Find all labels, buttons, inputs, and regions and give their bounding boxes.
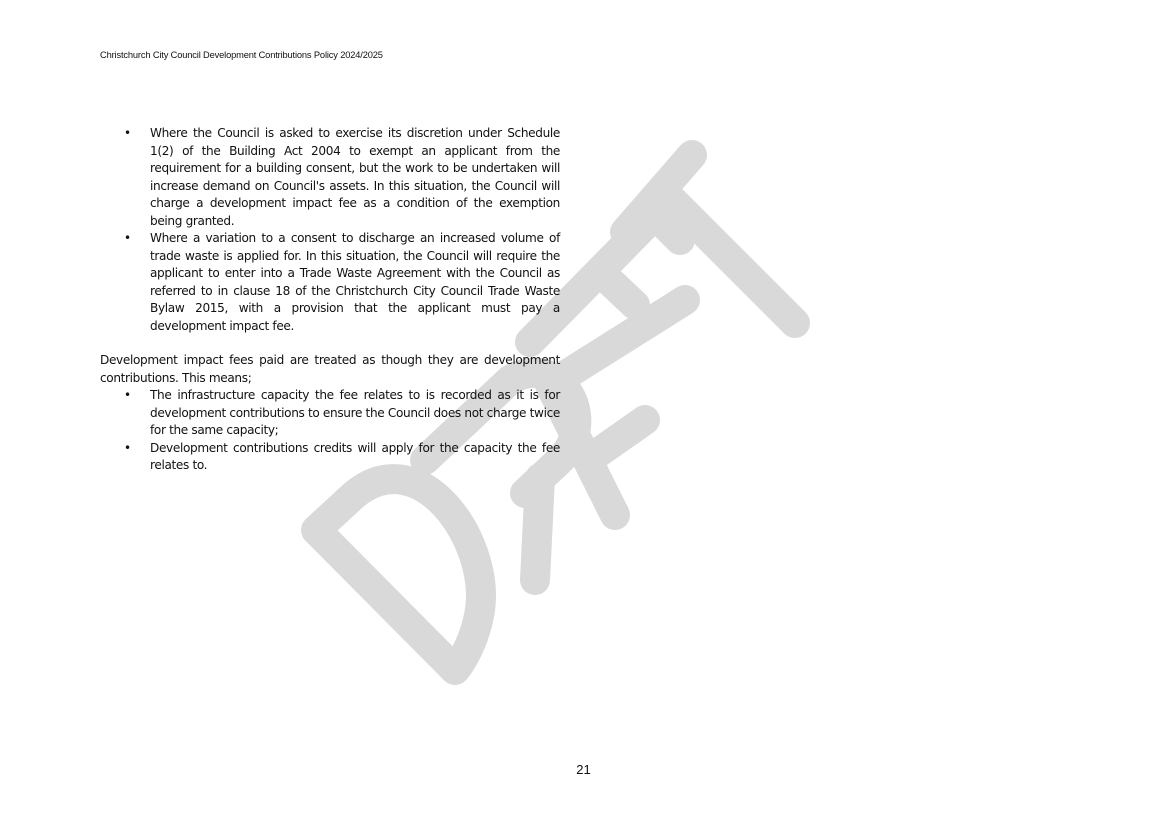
bullet-icon: • — [124, 231, 131, 245]
list-item-text: Where the Council is asked to exercise its discretion under Schedule 1(2) of the Building Act 2004 to exempt an applicant from the requirement for a building consent, but the work to be undertaken will increase demand on Council's assets. In this situation, the Council will charge a development impact fee as a condition of the exemption being granted. — [150, 126, 560, 228]
list-item — [100, 440, 560, 475]
list-item — [100, 230, 560, 335]
paragraph-impact-fees: Development impact fees paid are treated as though they are development contributions. This means; — [100, 353, 560, 385]
bullet-list-consequences — [100, 387, 560, 475]
list-item — [100, 387, 560, 440]
bullet-icon: • — [124, 388, 131, 402]
bullet-list-exemptions — [100, 125, 560, 335]
list-item-text: The infrastructure capacity the fee relates to is recorded as it is for development contributions to ensure the Council does not charge twice for the same capacity; — [150, 388, 560, 437]
list-item-text: Where a variation to a consent to discharge an increased volume of trade waste is applied for. In this situation, the Council will require the applicant to enter into a Trade Waste Agreement with the Council as referred to in clause 18 of the Christchurch City Council Trade Waste Bylaw 2015, with a provision that the applicant must pay a development impact fee. — [150, 231, 560, 333]
page-number: 21 — [576, 762, 591, 777]
list-item — [100, 125, 560, 230]
bullet-icon: • — [124, 126, 131, 140]
list-item-text: Development contributions credits will apply for the capacity the fee relates to. — [150, 440, 560, 472]
running-header: Christchurch City Council Development Contributions Policy 2024/2025 — [100, 50, 383, 60]
watermark-text: DRAFT — [0, 0, 4, 1]
bullet-icon: • — [124, 440, 131, 455]
